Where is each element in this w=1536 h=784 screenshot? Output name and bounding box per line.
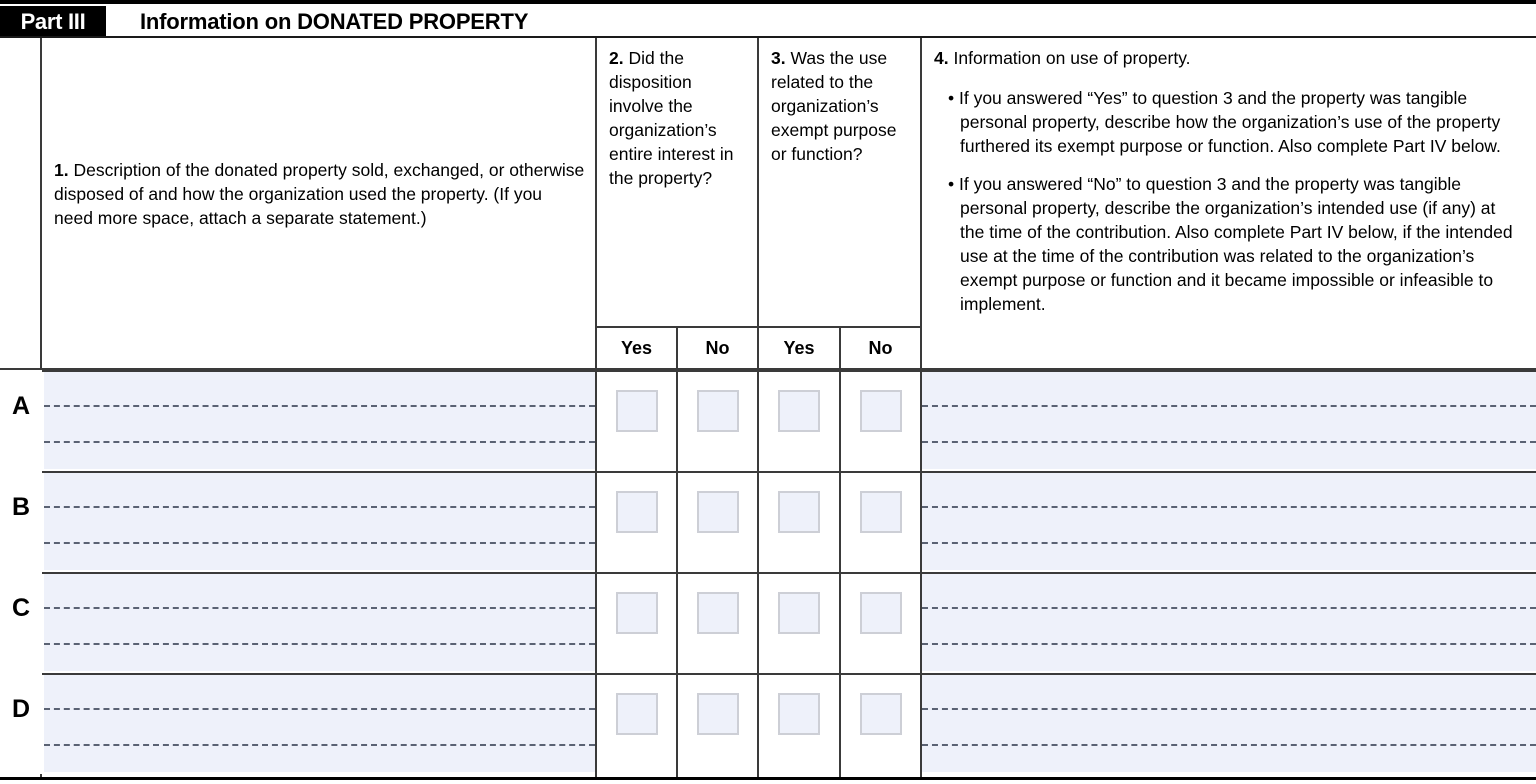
write-line [44, 744, 595, 746]
write-line [44, 506, 595, 508]
checkbox-q2-no-cell [678, 574, 757, 673]
column-4-number: 4. [934, 48, 949, 68]
checkbox-q3-yes-c[interactable] [778, 592, 820, 634]
write-line [44, 708, 595, 710]
column-4-lead-text: Information on use of property. [953, 48, 1191, 68]
part-header-band [0, 0, 1536, 36]
table-row [0, 471, 1536, 572]
checkbox-q3-no-a[interactable] [860, 390, 902, 432]
description-field-c[interactable] [44, 574, 595, 671]
info-field-c[interactable] [922, 574, 1536, 671]
checkbox-q3-yes-a[interactable] [778, 390, 820, 432]
checkbox-q2-yes-cell [597, 675, 676, 774]
checkbox-q2-yes-b[interactable] [616, 491, 658, 533]
info-field-d[interactable] [922, 675, 1536, 772]
column-3-number: 3. [771, 48, 786, 68]
checkbox-q3-no-d[interactable] [860, 693, 902, 735]
checkbox-q3-yes-cell [759, 675, 839, 774]
checkbox-q2-no-cell [678, 473, 757, 572]
checkbox-q2-yes-cell [597, 372, 676, 471]
column-header-description [42, 38, 595, 368]
write-line [922, 708, 1536, 710]
checkbox-q2-no-cell [678, 372, 757, 471]
column-4-bullet-yes: • If you answered “Yes” to question 3 and the property was tangible personal property, describe how the organization’s use of the property furthered its exempt purpose or function. Also complete Part IV below. [948, 88, 1501, 156]
column-3-text: Was the use related to the organization’s exempt purpose or function? [771, 48, 897, 164]
write-line [44, 542, 595, 544]
description-field-d[interactable] [44, 675, 595, 772]
write-line [44, 405, 595, 407]
write-line [922, 506, 1536, 508]
part-title: Information on DONATED PROPERTY [140, 9, 529, 34]
description-field-a[interactable] [44, 372, 595, 469]
column-2-text: Did the disposition involve the organization’s entire interest in the property? [609, 48, 734, 188]
part-number-badge: Part III [0, 6, 106, 38]
checkbox-q2-yes-c[interactable] [616, 592, 658, 634]
subheader-q3-no: No [841, 326, 920, 368]
checkbox-q3-yes-cell [759, 372, 839, 471]
table-row [0, 572, 1536, 673]
table-row [0, 370, 1536, 471]
write-line [44, 441, 595, 443]
checkbox-q3-no-cell [841, 372, 920, 471]
checkbox-q2-yes-d[interactable] [616, 693, 658, 735]
column-header-use-of-property [922, 38, 1536, 368]
donated-property-table [0, 38, 1536, 782]
checkbox-q3-yes-d[interactable] [778, 693, 820, 735]
checkbox-q3-yes-cell [759, 574, 839, 673]
subheader-q2-yes: Yes [597, 326, 676, 368]
subheader-q2-no: No [678, 326, 757, 368]
row-letter-c: C [0, 572, 42, 673]
checkbox-q2-yes-cell [597, 473, 676, 572]
info-field-a[interactable] [922, 372, 1536, 469]
subheader-q3-yes: Yes [759, 326, 839, 368]
checkbox-q2-yes-cell [597, 574, 676, 673]
write-line [922, 643, 1536, 645]
table-bottom-border [0, 777, 1536, 780]
column-header-entire-interest [597, 38, 754, 326]
checkbox-q2-no-d[interactable] [697, 693, 739, 735]
checkbox-q2-no-c[interactable] [697, 592, 739, 634]
checkbox-q2-no-b[interactable] [697, 491, 739, 533]
table-row [0, 673, 1536, 774]
row-letter-d: D [0, 673, 42, 774]
checkbox-q2-no-cell [678, 675, 757, 774]
checkbox-q3-no-b[interactable] [860, 491, 902, 533]
checkbox-q3-yes-b[interactable] [778, 491, 820, 533]
write-line [922, 542, 1536, 544]
checkbox-q2-yes-a[interactable] [616, 390, 658, 432]
checkbox-q3-no-c[interactable] [860, 592, 902, 634]
checkbox-q3-yes-cell [759, 473, 839, 572]
checkbox-q3-no-cell [841, 473, 920, 572]
checkbox-q3-no-cell [841, 675, 920, 774]
write-line [44, 607, 595, 609]
write-line [922, 744, 1536, 746]
checkbox-q3-no-cell [841, 574, 920, 673]
column-4-lead-line [934, 46, 1522, 70]
row-letter-b: B [0, 471, 42, 572]
description-field-b[interactable] [44, 473, 595, 570]
column-1-text: Description of the donated property sold, exchanged, or otherwise disposed of and how the organization used the property. (If you need more space, attach a separate statement.) [54, 160, 585, 228]
write-line [922, 405, 1536, 407]
info-field-b[interactable] [922, 473, 1536, 570]
checkbox-q2-no-a[interactable] [697, 390, 739, 432]
column-4-bullet-no: • If you answered “No” to question 3 and the property was tangible personal property, describe the organization’s intended use (if any) at the time of the contribution. Also complete Part IV below, if the intended use at the time of the contribution was related to the organization’s exempt purpose or function and it became impossible or infeasible to implement. [948, 174, 1513, 314]
write-line [44, 643, 595, 645]
column-2-number: 2. [609, 48, 624, 68]
write-line [922, 607, 1536, 609]
column-header-use-related [759, 38, 918, 326]
column-1-number: 1. [54, 160, 69, 180]
write-line [922, 441, 1536, 443]
row-letter-a: A [0, 370, 42, 471]
